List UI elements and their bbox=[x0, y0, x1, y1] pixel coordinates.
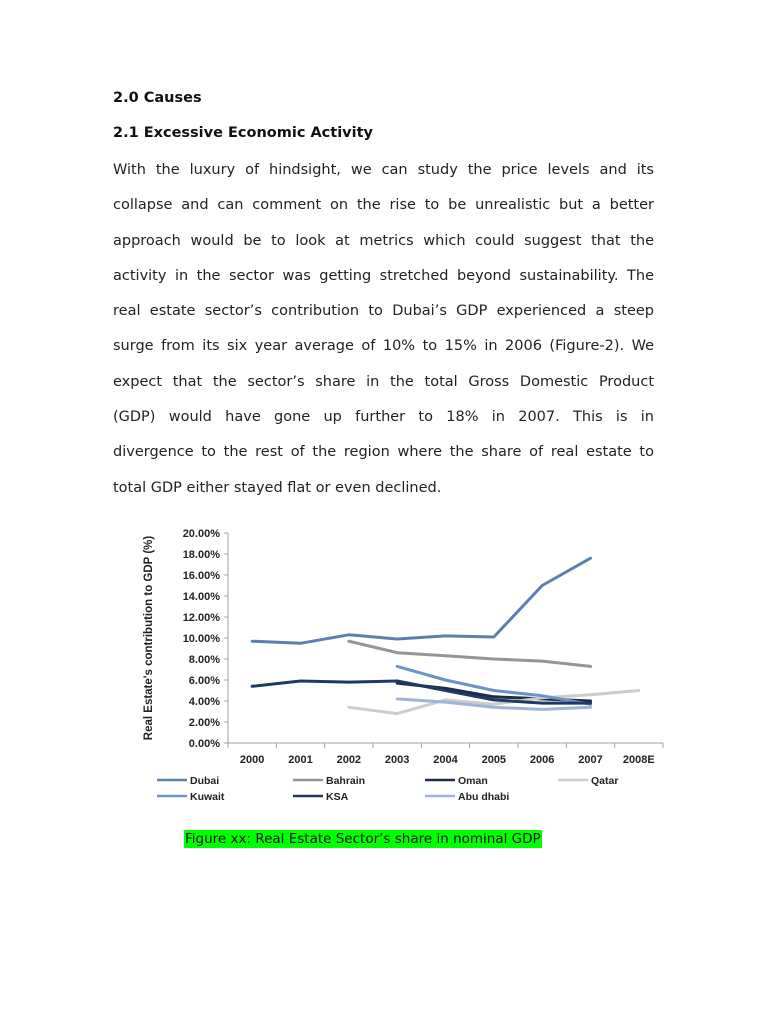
legend-label: Abu dhabi bbox=[458, 791, 510, 803]
paragraph-line: activity in the sector was getting stretched beyond sustainability. The bbox=[113, 267, 654, 284]
paragraph-line: surge from its six year average of 10% to 15% in 2006 (Figure-2). We bbox=[113, 338, 654, 355]
x-tick-label: 2006 bbox=[529, 754, 555, 766]
section-heading-causes: 2.0 Causes bbox=[113, 90, 202, 106]
y-tick-label: 6.00% bbox=[188, 675, 220, 687]
y-tick-label: 4.00% bbox=[188, 696, 220, 708]
y-tick-label: 14.00% bbox=[182, 591, 220, 603]
y-tick-label: 0.00% bbox=[188, 738, 220, 750]
x-tick-label: 2003 bbox=[384, 754, 410, 766]
legend-label: Qatar bbox=[591, 775, 619, 787]
x-tick-label: 2008E bbox=[622, 754, 655, 766]
y-tick-label: 18.00% bbox=[182, 549, 220, 561]
paragraph-line: divergence to the rest of the region where the share of real estate to bbox=[113, 444, 654, 461]
series-line-bahrain bbox=[349, 641, 591, 666]
legend-label: Dubai bbox=[190, 775, 220, 787]
y-tick-label: 16.00% bbox=[182, 570, 220, 582]
x-tick-label: 2000 bbox=[239, 754, 265, 766]
y-tick-label: 12.00% bbox=[182, 612, 220, 624]
gdp-share-line-chart bbox=[130, 518, 675, 818]
y-tick-label: 20.00% bbox=[182, 528, 220, 540]
paragraph-line: expect that the sector’s share in the total Gross Domestic Product bbox=[113, 373, 654, 390]
paragraph-line: real estate sector’s contribution to Dubai’s GDP experienced a steep bbox=[113, 303, 654, 320]
section-heading-economic-activity: 2.1 Excessive Economic Activity bbox=[113, 125, 373, 141]
body-paragraph bbox=[113, 153, 654, 506]
legend-label: Oman bbox=[458, 775, 488, 787]
paragraph-line: collapse and can comment on the rise to be unrealistic but a better bbox=[113, 197, 654, 214]
paragraph-line: approach would be to look at metrics which could suggest that the bbox=[113, 232, 654, 249]
x-tick-label: 2004 bbox=[433, 754, 458, 766]
y-tick-label: 10.00% bbox=[182, 633, 220, 645]
series-line-qatar bbox=[349, 691, 639, 714]
y-tick-label: 8.00% bbox=[188, 654, 220, 666]
paragraph-line: (GDP) would have gone up further to 18% in 2007. This is in bbox=[113, 409, 654, 426]
legend-label: KSA bbox=[326, 791, 349, 803]
figure-caption: Figure xx: Real Estate Sector’s share in nominal GDP bbox=[185, 831, 541, 847]
x-tick-label: 2005 bbox=[481, 754, 507, 766]
x-tick-label: 2001 bbox=[288, 754, 313, 766]
x-tick-label: 2007 bbox=[578, 754, 603, 766]
x-tick-label: 2002 bbox=[336, 754, 362, 766]
legend-label: Bahrain bbox=[326, 775, 366, 787]
legend-label: Kuwait bbox=[190, 791, 225, 803]
y-axis-label: Real Estate's contribution to GDP (%) bbox=[143, 535, 155, 741]
paragraph-line: With the luxury of hindsight, we can study the price levels and its bbox=[113, 162, 654, 178]
paragraph-line: total GDP either stayed flat or even declined. bbox=[113, 479, 442, 496]
y-tick-label: 2.00% bbox=[188, 717, 220, 729]
series-line-dubai bbox=[252, 558, 590, 643]
